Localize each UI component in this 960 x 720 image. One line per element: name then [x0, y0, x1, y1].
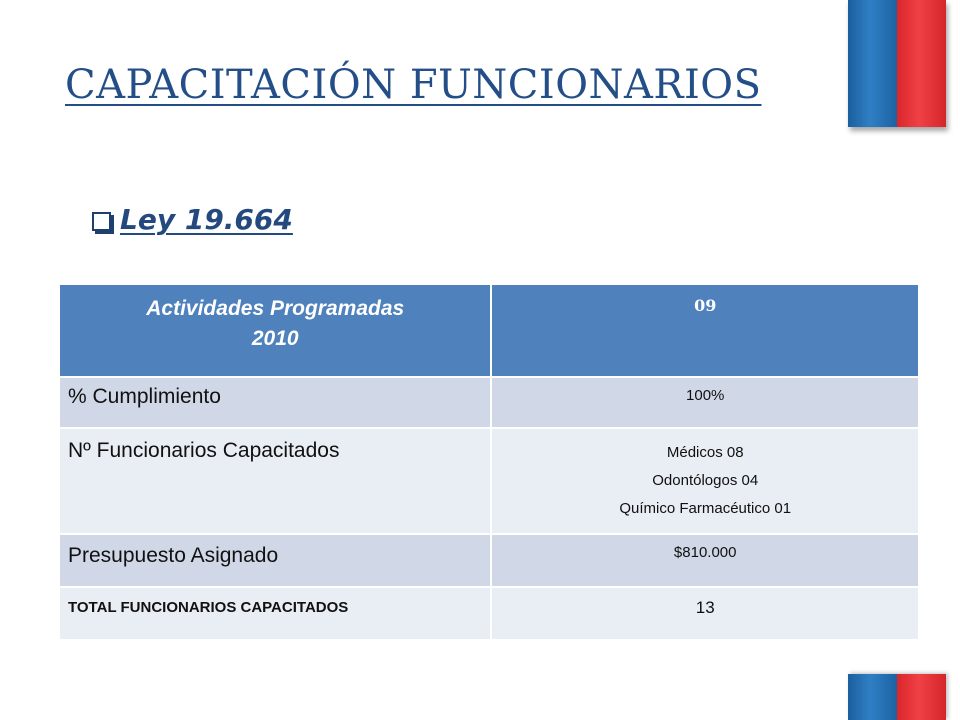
flag-decoration-top: [848, 0, 946, 127]
row-value: 100%: [491, 377, 919, 428]
table-row: [59, 428, 919, 534]
slide-subtitle: Ley 19.664: [120, 203, 293, 236]
row-value-line: Odontólogos 04: [652, 472, 759, 489]
row-label: TOTAL FUNCIONARIOS CAPACITADOS: [59, 587, 491, 640]
row-label: Nº Funcionarios Capacitados: [59, 428, 491, 534]
row-value-line: Médicos 08: [666, 444, 744, 461]
table-header-row: [59, 284, 919, 377]
row-label: % Cumplimiento: [59, 377, 491, 428]
flag-blue-stripe: [848, 674, 897, 720]
row-value-line: Químico Farmacéutico 01: [619, 500, 792, 517]
row-value: [491, 428, 919, 534]
row-value: 13: [491, 587, 919, 640]
slide-title: CAPACITACIÓN FUNCIONARIOS: [65, 62, 762, 108]
flag-red-stripe: [897, 674, 946, 720]
table-row: [59, 587, 919, 640]
table-row: [59, 377, 919, 428]
row-label: Presupuesto Asignado: [59, 534, 491, 587]
row-value: $810.000: [491, 534, 919, 587]
header-label-cell: [59, 284, 491, 377]
data-table: [58, 283, 920, 641]
header-value-cell: 09: [491, 284, 919, 377]
header-label-line1: Actividades Programadas: [146, 297, 405, 320]
table-row: [59, 534, 919, 587]
subtitle-bullet: [92, 203, 293, 236]
checkbox-bullet-icon: [92, 209, 114, 231]
flag-blue-stripe: [848, 0, 897, 127]
flag-decoration-bottom: [848, 674, 946, 720]
flag-red-stripe: [897, 0, 946, 127]
header-label-line2: 2010: [251, 327, 299, 350]
